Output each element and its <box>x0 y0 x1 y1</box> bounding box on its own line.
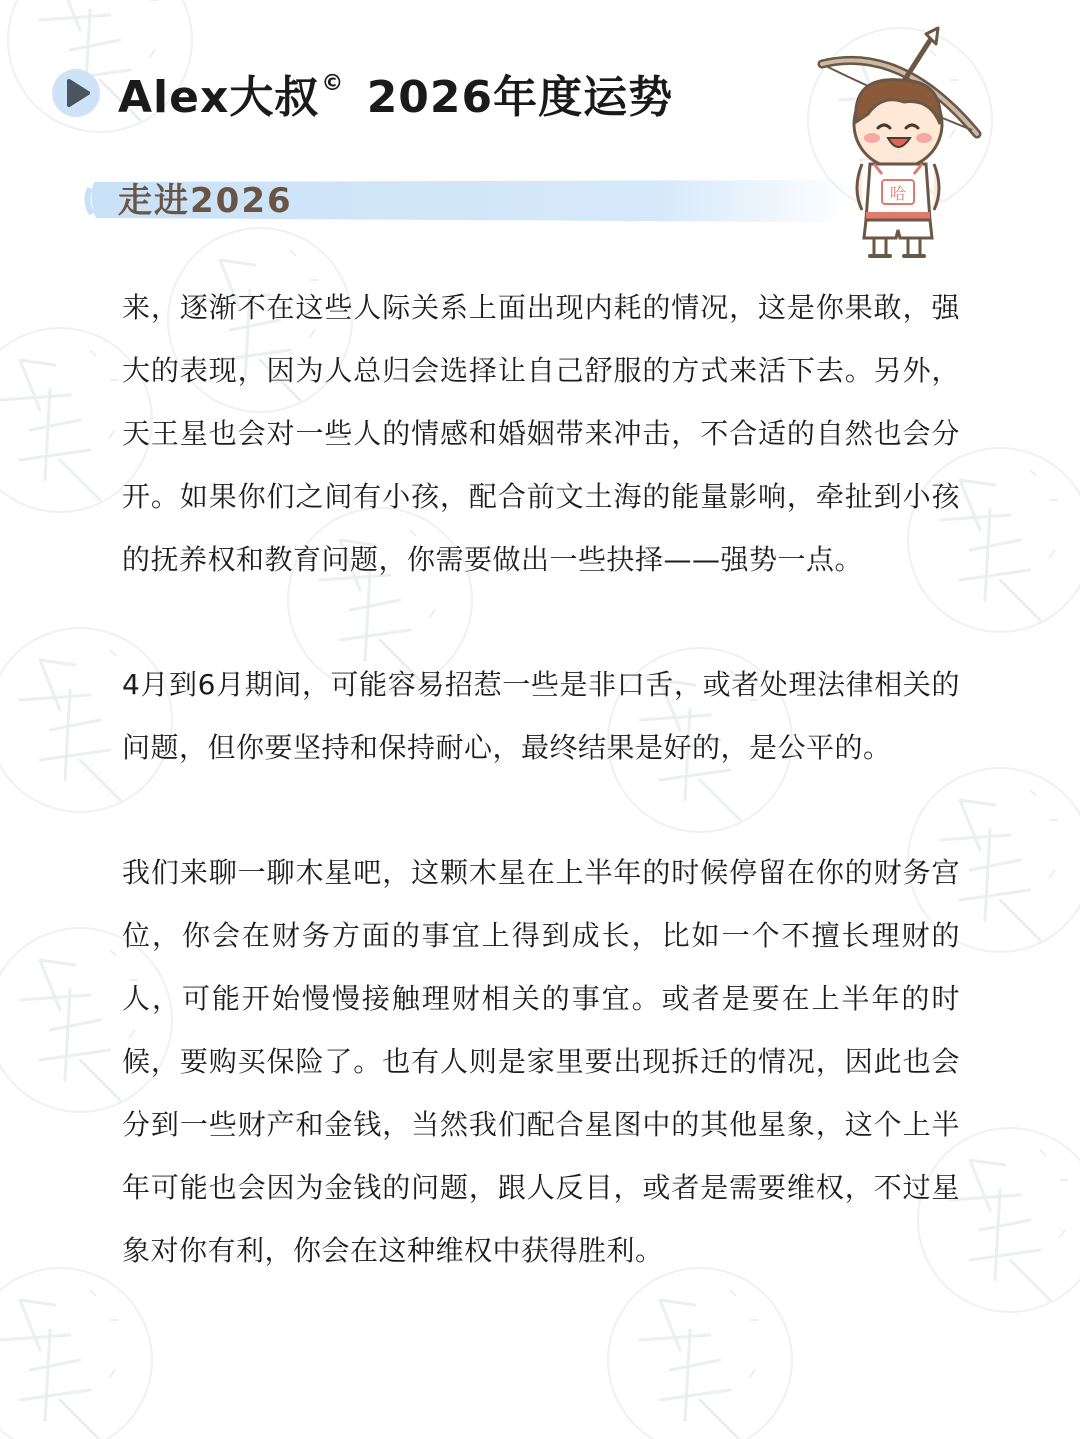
page-title <box>118 61 673 125</box>
paragraph: 我们来聊一聊木星吧，这颗木星在上半年的时候停留在你的财务宫位，你会在财务方面的事宜上得到成长，比如一个不擅长理财的人，可能开始慢慢接触理财相关的事宜。或者是要在上半年的时候，要购买保险了。也有人则是家里要出现拆迁的情况，因此也会分到一些财产和金钱，当然我们配合星图中的其他星象，这个上半年可能也会因为金钱的问题，跟人反目，或者是需要维权，不过星象对你有利，你会在这种维权中获得胜利。 <box>122 856 960 1267</box>
play-icon <box>52 69 100 117</box>
copyright-mark: © <box>321 71 345 96</box>
page-header <box>52 58 673 128</box>
paragraph: 4月到6月期间，可能容易招惹一些是非口舌，或者处理法律相关的问题，但你要坚持和保持耐心，最终结果是好的，是公平的。 <box>122 668 960 764</box>
article-body <box>122 276 960 1344</box>
section-title: 走进2026 <box>118 181 293 221</box>
paragraph: 来，逐渐不在这些人际关系上面出现内耗的情况，这是你果敢，强大的表现，因为人总归会选择让自己舒服的方式来活下去。另外，天王星也会对一些人的情感和婚姻带来冲击，不合适的自然也会分开。如果你们之间有小孩，配合前文土海的能量影响，牵扯到小孩的抚养权和教育问题，你需要做出一些抉择——强势一点。 <box>122 291 960 576</box>
title-name: Alex大叔 <box>118 72 320 123</box>
archer-boy-mascot <box>812 24 992 264</box>
mascot-shirt-text: 哈 <box>889 184 907 203</box>
title-subtitle: 2026年度运势 <box>366 72 674 123</box>
